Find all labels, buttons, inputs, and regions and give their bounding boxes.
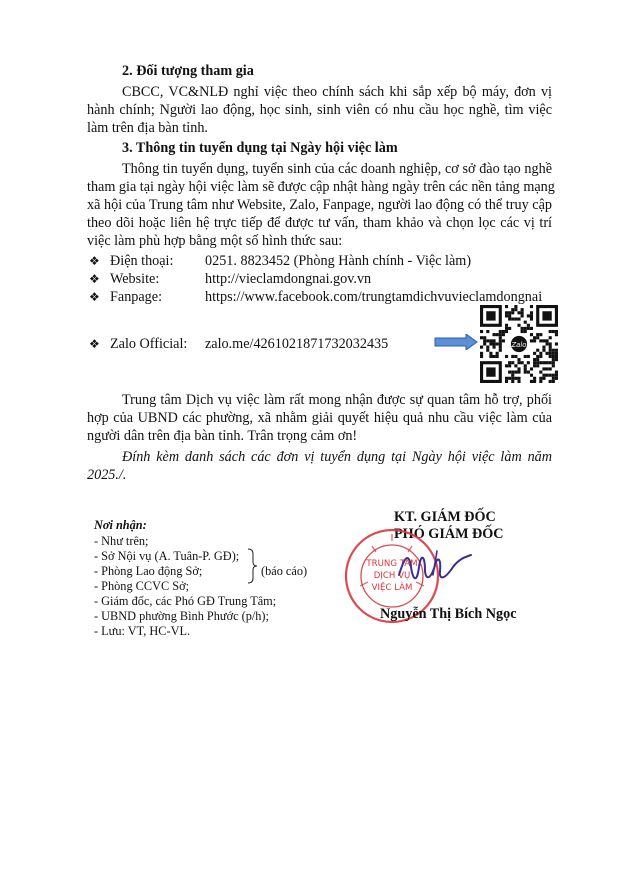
qr-module	[530, 339, 533, 342]
qr-module	[499, 349, 502, 352]
qr-module	[499, 330, 502, 333]
qr-module	[527, 355, 530, 358]
recipient-item: - Lưu: VT, HC-VL.	[94, 624, 191, 638]
qr-module	[549, 346, 552, 349]
qr-module	[517, 380, 520, 383]
qr-module	[499, 342, 502, 345]
qr-module	[524, 327, 527, 330]
qr-module	[499, 336, 502, 339]
qr-module	[511, 377, 514, 380]
qr-module	[549, 352, 552, 355]
qr-module	[539, 371, 542, 374]
qr-module	[483, 336, 486, 339]
section-2-heading: 2. Đối tượng tham gia	[122, 63, 254, 79]
section-3-heading: 3. Thông tin tuyển dụng tại Ngày hội việc làm	[122, 140, 398, 156]
qr-module	[549, 336, 552, 339]
qr-module	[505, 305, 508, 308]
qr-module	[511, 371, 514, 374]
qr-module	[521, 308, 524, 311]
section-3-line-1: Thông tin tuyển dụng, tuyển sinh của các doanh nghiệp, cơ sở đào tạo nghề	[122, 161, 552, 177]
qr-module	[502, 339, 505, 342]
qr-module	[524, 321, 527, 324]
qr-module	[552, 349, 555, 352]
qr-module	[514, 308, 517, 311]
qr-module	[542, 367, 545, 370]
qr-module	[486, 346, 489, 349]
qr-module	[496, 352, 499, 355]
qr-module	[489, 342, 492, 345]
qr-module	[555, 358, 558, 361]
arrow-right-icon	[434, 334, 478, 350]
recipient-item: - Như trên;	[94, 534, 149, 548]
qr-module	[549, 330, 552, 333]
qr-module	[508, 371, 511, 374]
qr-module	[496, 342, 499, 345]
qr-module	[511, 311, 514, 314]
qr-module	[505, 364, 508, 367]
qr-module	[508, 377, 511, 380]
attachment-line-1: Đính kèm danh sách các đơn vị tuyển dụng tại Ngày hội việc làm năm	[122, 449, 552, 465]
qr-module	[505, 311, 508, 314]
qr-module	[533, 361, 536, 364]
qr-module	[496, 355, 499, 358]
qr-module	[533, 364, 536, 367]
qr-module	[492, 346, 495, 349]
qr-module	[511, 355, 514, 358]
qr-module	[539, 380, 542, 383]
qr-module	[483, 339, 486, 342]
contact-label: Zalo Official:	[110, 336, 188, 352]
qr-module	[549, 380, 552, 383]
qr-module	[492, 355, 495, 358]
qr-module	[480, 355, 483, 358]
qr-module	[511, 317, 514, 320]
zalo-logo-text: Zalo	[511, 340, 527, 349]
qr-module	[514, 371, 517, 374]
qr-module	[546, 352, 549, 355]
bullet-icon: ❖	[89, 254, 100, 268]
section-2-line-3: làm trên địa bàn tỉnh.	[87, 120, 208, 136]
qr-module	[517, 358, 520, 361]
qr-module	[517, 317, 520, 320]
qr-module	[499, 333, 502, 336]
signature-title-2: PHÓ GIÁM ĐỐC	[394, 526, 504, 542]
qr-module	[492, 342, 495, 345]
closing-line-3: người dân trên địa bàn tỉnh. Trân trọng cảm ơn!	[87, 428, 358, 444]
qr-module	[480, 346, 483, 349]
qr-module	[527, 361, 530, 364]
qr-module	[555, 330, 558, 333]
qr-module	[524, 371, 527, 374]
qr-module	[508, 317, 511, 320]
qr-module	[546, 342, 549, 345]
qr-module	[511, 374, 514, 377]
brace-icon	[246, 548, 258, 584]
qr-module	[527, 314, 530, 317]
qr-module	[521, 311, 524, 314]
qr-module	[521, 330, 524, 333]
qr-module	[539, 352, 542, 355]
qr-module	[514, 317, 517, 320]
qr-module	[539, 333, 542, 336]
qr-module	[542, 374, 545, 377]
section-3-line-3: xã hội của Trung tâm như Website, Zalo, Fanpage, người lao động có thể truy cập	[87, 197, 552, 213]
qr-module	[546, 374, 549, 377]
qr-module	[539, 355, 542, 358]
qr-module	[533, 339, 536, 342]
qr-module	[549, 367, 552, 370]
qr-module	[480, 330, 483, 333]
qr-module	[521, 361, 524, 364]
qr-module	[536, 333, 539, 336]
qr-module	[514, 364, 517, 367]
qr-module	[511, 308, 514, 311]
qr-module	[552, 330, 555, 333]
recipient-item: - Giám đốc, các Phó GĐ Trung Tâm;	[94, 594, 277, 608]
closing-line-2: hợp của UBND các phường, xã nhằm giải quyết hiệu quả nhu cầu việc làm của	[87, 410, 552, 426]
qr-module	[492, 333, 495, 336]
zalo-link[interactable]: zalo.me/4261021871732032435	[205, 336, 389, 352]
bullet-icon: ❖	[89, 272, 100, 286]
qr-module	[508, 327, 511, 330]
qr-module	[552, 352, 555, 355]
section-2-line-2: hành chính; Người lao động, học sinh, sinh viên có nhu cầu học nghề, tìm việc	[87, 102, 552, 118]
attachment-line-2: 2025./.	[87, 467, 127, 483]
qr-module	[555, 352, 558, 355]
qr-module	[542, 349, 545, 352]
qr-module	[511, 361, 514, 364]
qr-module	[552, 377, 555, 380]
qr-module	[555, 377, 558, 380]
qr-module	[530, 305, 533, 308]
qr-module	[517, 371, 520, 374]
qr-module	[527, 327, 530, 330]
qr-module	[505, 330, 508, 333]
qr-module	[536, 336, 539, 339]
recipient-item: - UBND phường Bình Phước (p/h);	[94, 609, 269, 623]
qr-module	[517, 324, 520, 327]
contact-label: Website:	[110, 271, 160, 287]
qr-module	[552, 364, 555, 367]
recipient-item: - Sở Nội vụ (A. Tuân-P. GĐ);	[94, 549, 240, 563]
qr-module	[555, 342, 558, 345]
qr-module	[530, 314, 533, 317]
qr-module	[483, 342, 486, 345]
contact-label: Điện thoại:	[110, 253, 174, 269]
qr-module	[546, 367, 549, 370]
qr-module	[505, 377, 508, 380]
qr-module	[502, 333, 505, 336]
qr-module	[549, 349, 552, 352]
qr-module	[508, 361, 511, 364]
qr-module	[505, 355, 508, 358]
section-3-line-4: theo dõi hoặc liên hệ trực tiếp để được tư vấn, tham khảo và chọn lọc các vị trí	[87, 215, 552, 231]
qr-module	[492, 339, 495, 342]
qr-module	[533, 358, 536, 361]
qr-module	[542, 377, 545, 380]
qr-module	[499, 346, 502, 349]
qr-module	[533, 352, 536, 355]
qr-module	[527, 324, 530, 327]
qr-module	[517, 311, 520, 314]
qr-module	[480, 336, 483, 339]
qr-module	[524, 364, 527, 367]
qr-module	[530, 333, 533, 336]
signature-title-1: KT. GIÁM ĐỐC	[394, 509, 496, 525]
qr-module	[508, 364, 511, 367]
bullet-icon: ❖	[89, 290, 100, 304]
qr-code-icon[interactable]	[480, 305, 558, 383]
qr-module	[517, 377, 520, 380]
qr-module	[536, 349, 539, 352]
qr-module	[552, 380, 555, 383]
stamp-line: TRUNG TÂM	[366, 559, 418, 569]
fanpage-link[interactable]: https://www.facebook.com/trungtamdichvuvieclamdongnai	[205, 289, 543, 305]
qr-module	[539, 361, 542, 364]
qr-module	[555, 371, 558, 374]
bullet-icon: ❖	[89, 337, 100, 351]
recipient-item: - Phòng CCVC Sở;	[94, 579, 189, 593]
qr-module	[555, 349, 558, 352]
qr-module	[555, 355, 558, 358]
qr-module	[514, 377, 517, 380]
qr-module	[517, 361, 520, 364]
qr-module	[489, 339, 492, 342]
qr-module	[549, 342, 552, 345]
qr-module	[514, 355, 517, 358]
qr-module	[530, 380, 533, 383]
qr-module	[508, 314, 511, 317]
qr-module	[546, 339, 549, 342]
qr-module	[549, 355, 552, 358]
qr-module	[533, 380, 536, 383]
qr-module	[536, 358, 539, 361]
qr-module	[555, 333, 558, 336]
qr-module	[486, 349, 489, 352]
qr-module	[524, 330, 527, 333]
qr-module	[546, 361, 549, 364]
qr-module	[552, 374, 555, 377]
qr-module	[486, 339, 489, 342]
qr-module	[505, 314, 508, 317]
qr-module	[542, 339, 545, 342]
qr-module	[499, 339, 502, 342]
website-link[interactable]: http://vieclamdongnai.gov.vn	[205, 271, 372, 287]
section-2-line-1: CBCC, VC&NLĐ nghỉ việc theo chính sách khi sắp xếp bộ máy, đơn vị	[122, 84, 552, 100]
qr-module	[539, 339, 542, 342]
contact-value: 0251. 8823452 (Phòng Hành chính - Việc làm)	[205, 253, 472, 269]
qr-module	[530, 317, 533, 320]
qr-module	[505, 327, 508, 330]
qr-module	[552, 358, 555, 361]
qr-module	[508, 311, 511, 314]
qr-module	[514, 305, 517, 308]
qr-module	[539, 377, 542, 380]
qr-module	[502, 330, 505, 333]
qr-module	[489, 352, 492, 355]
qr-module	[536, 364, 539, 367]
qr-module	[521, 327, 524, 330]
recipient-item: - Phòng Lao động Sở;	[94, 564, 203, 578]
qr-module	[555, 374, 558, 377]
report-note: (báo cáo)	[261, 564, 308, 578]
qr-module	[552, 355, 555, 358]
qr-module	[524, 367, 527, 370]
section-3-line-5: việc làm phù hợp bằng một số hình thức sau:	[87, 233, 343, 249]
qr-module	[527, 371, 530, 374]
qr-module	[505, 324, 508, 327]
qr-module	[536, 361, 539, 364]
qr-module	[533, 377, 536, 380]
qr-module	[536, 355, 539, 358]
qr-module	[524, 355, 527, 358]
qr-module	[542, 346, 545, 349]
qr-module	[486, 330, 489, 333]
qr-module	[533, 336, 536, 339]
recipients-title: Nơi nhận:	[94, 518, 147, 532]
qr-module	[511, 380, 514, 383]
signer-name: Nguyễn Thị Bích Ngọc	[380, 606, 517, 622]
stamp-line: VIỆC LÀM	[371, 583, 413, 593]
qr-module	[505, 380, 508, 383]
qr-module	[489, 355, 492, 358]
contact-label: Fanpage:	[110, 289, 163, 305]
closing-line-1: Trung tâm Dịch vụ việc làm rất mong nhận được sự quan tâm hỗ trợ, phối	[122, 392, 552, 408]
qr-module	[549, 374, 552, 377]
qr-module	[521, 314, 524, 317]
qr-module	[530, 311, 533, 314]
qr-module	[530, 367, 533, 370]
qr-module	[542, 361, 545, 364]
section-3-line-2: tham gia tại ngày hội việc làm sẽ được cập nhật hàng ngày trên các nền tảng mạng	[87, 179, 555, 195]
qr-module	[496, 333, 499, 336]
qr-module	[517, 367, 520, 370]
qr-module	[480, 352, 483, 355]
qr-module	[552, 361, 555, 364]
qr-module	[530, 374, 533, 377]
qr-module	[549, 361, 552, 364]
qr-module	[530, 327, 533, 330]
handwritten-signature	[395, 545, 475, 590]
stamp-line: DỊCH VỤ	[373, 571, 411, 581]
